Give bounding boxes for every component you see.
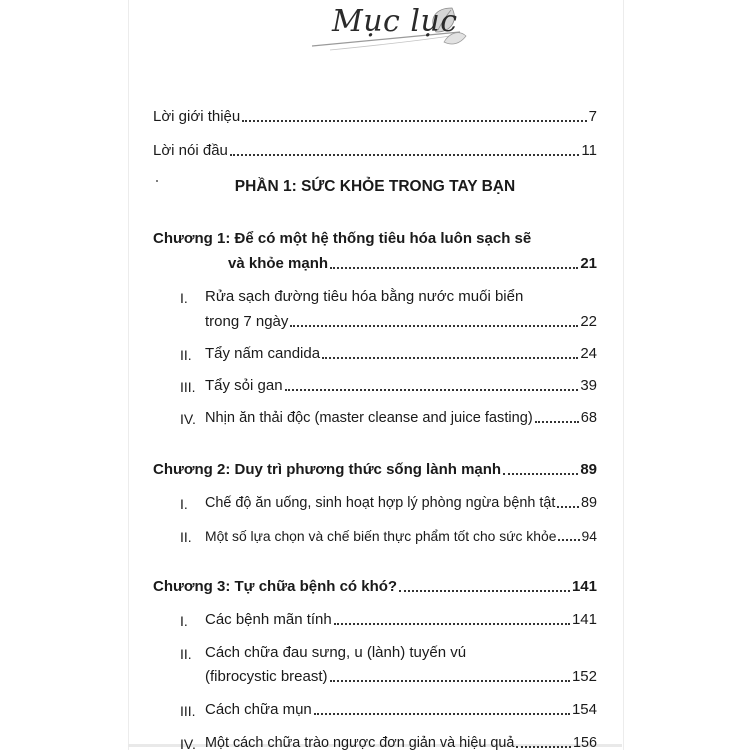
section-page: 94 bbox=[581, 528, 597, 544]
toc-entry-label: Lời nói đầu bbox=[153, 142, 228, 159]
section-entry[interactable] bbox=[205, 376, 597, 396]
toc-entry-label: Lời giới thiệu bbox=[153, 108, 241, 125]
chapter-entry[interactable] bbox=[228, 254, 597, 274]
section-number: IV. bbox=[180, 411, 196, 427]
section-number: II. bbox=[180, 347, 192, 363]
chapter-page: 21 bbox=[580, 255, 597, 272]
section-entry[interactable] bbox=[205, 344, 597, 364]
section-title-cont: trong 7 ngày bbox=[205, 313, 289, 330]
chapter-heading-cont: và khỏe mạnh bbox=[228, 255, 329, 272]
section-title: Chế độ ăn uống, sinh hoạt hợp lý phòng ngừa bệnh tật bbox=[205, 495, 556, 511]
leader-dots bbox=[330, 267, 578, 269]
section-page: 24 bbox=[580, 345, 597, 362]
toc-entry[interactable] bbox=[153, 107, 597, 127]
leader-dots bbox=[535, 421, 579, 423]
leader-dots bbox=[516, 746, 571, 748]
section-page: 141 bbox=[571, 611, 597, 628]
section-page: 89 bbox=[580, 495, 597, 511]
leader-dots bbox=[230, 154, 580, 156]
section-number: III. bbox=[180, 703, 196, 719]
chapter-heading: Chương 2: Duy trì phương thức sống lành mạnh bbox=[153, 461, 502, 478]
leader-dots bbox=[314, 713, 570, 715]
section-entry[interactable] bbox=[205, 408, 597, 428]
section-title-cont: (fibrocystic breast) bbox=[205, 668, 328, 685]
section-page: 152 bbox=[571, 668, 597, 685]
section-entry[interactable] bbox=[205, 700, 597, 720]
leader-dots bbox=[285, 389, 579, 391]
chapter-page: 141 bbox=[571, 578, 597, 595]
section-entry[interactable] bbox=[205, 526, 597, 546]
section-title: Cách chữa mụn bbox=[205, 701, 312, 718]
leader-dots bbox=[290, 325, 578, 327]
leader-dots bbox=[558, 539, 579, 541]
section-number: IV. bbox=[180, 736, 196, 752]
leader-dots bbox=[242, 120, 586, 122]
section-title: Tẩy nấm candida bbox=[205, 345, 321, 362]
title-block bbox=[310, 2, 470, 60]
section-number: II. bbox=[180, 646, 192, 662]
section-page: 156 bbox=[572, 735, 597, 751]
chapter-heading[interactable]: Chương 1: Để có một hệ thống tiêu hóa luôn sạch sẽ bbox=[153, 230, 532, 247]
chapter-entry[interactable] bbox=[153, 577, 597, 597]
section-title: Nhịn ăn thải độc (master cleanse and juice fasting) bbox=[205, 410, 533, 426]
toc-entry[interactable] bbox=[153, 141, 597, 161]
section-number: II. bbox=[180, 529, 192, 545]
toc-entry-page: 11 bbox=[581, 142, 597, 159]
section-entry[interactable] bbox=[205, 312, 597, 332]
section-title[interactable]: Cách chữa đau sưng, u (lành) tuyến vú bbox=[205, 644, 467, 661]
section-number: I. bbox=[180, 496, 188, 512]
chapter-page: 89 bbox=[580, 461, 597, 478]
chapter-entry[interactable] bbox=[153, 460, 597, 480]
section-page: 39 bbox=[580, 377, 597, 394]
page-title: Mục lục bbox=[332, 4, 458, 39]
toc-entry-page: 7 bbox=[588, 108, 597, 125]
section-page: 22 bbox=[580, 313, 597, 330]
leader-dots bbox=[334, 623, 570, 625]
section-number: III. bbox=[180, 379, 196, 395]
leader-dots bbox=[503, 473, 578, 475]
leader-dots bbox=[557, 506, 579, 508]
section-number: I. bbox=[180, 613, 188, 629]
leader-dots bbox=[399, 590, 570, 592]
section-entry[interactable] bbox=[205, 667, 597, 687]
section-title: Một số lựa chọn và chế biến thực phẩm tốt cho sức khỏe bbox=[205, 528, 557, 544]
section-entry[interactable] bbox=[205, 733, 597, 753]
section-entry[interactable] bbox=[205, 610, 597, 630]
part-heading: PHẦN 1: SỨC KHỎE TRONG TAY BẠN bbox=[234, 178, 516, 195]
section-entry[interactable] bbox=[205, 493, 597, 513]
section-page: 154 bbox=[571, 701, 597, 718]
section-title: Một cách chữa trào ngược đơn giản và hiệu quả bbox=[205, 735, 515, 751]
leader-dots bbox=[330, 680, 570, 682]
section-number: I. bbox=[180, 290, 188, 306]
leader-dots bbox=[322, 357, 578, 359]
section-title: Tẩy sỏi gan bbox=[205, 377, 283, 394]
section-title: Các bệnh mãn tính bbox=[205, 611, 332, 628]
section-title[interactable]: Rửa sạch đường tiêu hóa bằng nước muối biển bbox=[205, 288, 524, 305]
chapter-heading: Chương 3: Tự chữa bệnh có khó? bbox=[153, 578, 398, 595]
section-page: 68 bbox=[580, 410, 597, 426]
